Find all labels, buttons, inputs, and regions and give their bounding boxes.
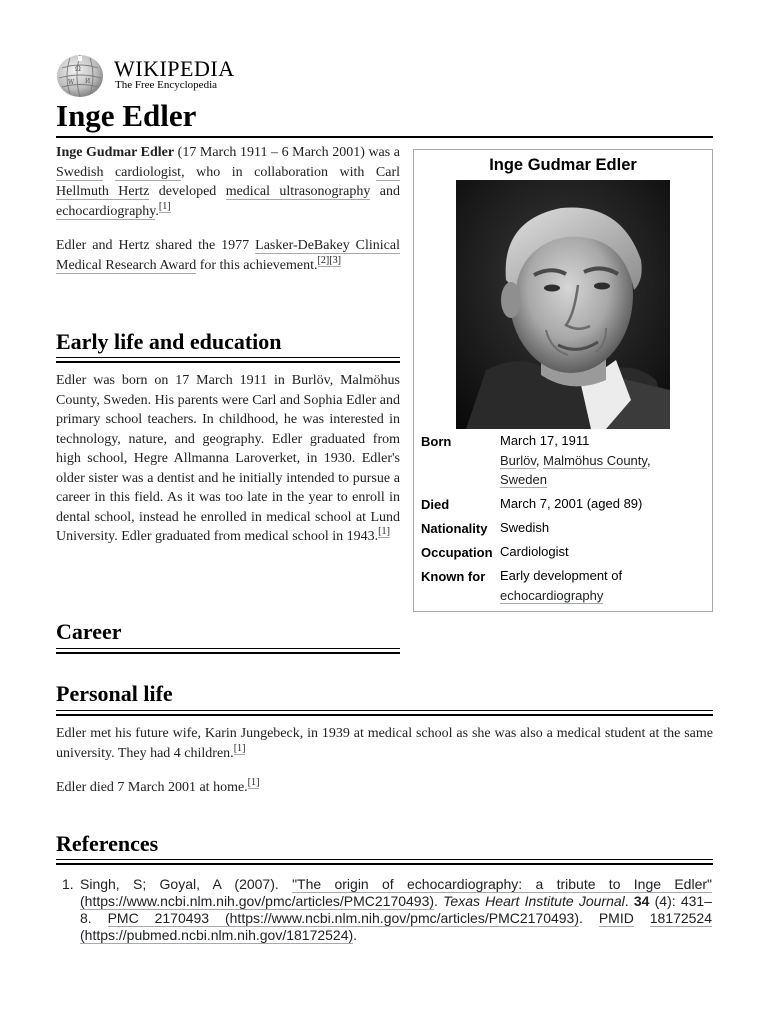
reference-journal: Texas Heart Institute Journal [443, 893, 625, 909]
award-paragraph [56, 236, 400, 275]
reference-punct [634, 910, 650, 926]
infobox-value-born [500, 431, 651, 490]
svg-text:И: И [85, 78, 91, 85]
link-malmohus-county[interactable]: Malmöhus County [543, 452, 647, 468]
infobox-value-nationality: Swedish [500, 520, 550, 535]
section-divider [56, 859, 713, 865]
citation-link[interactable]: [1] [378, 526, 390, 538]
infobox-value-occupation: Cardiologist [500, 544, 569, 559]
citation-link[interactable]: [1] [247, 777, 260, 789]
intro-text: (17 March 1911 – 6 March 2001) was a [174, 145, 400, 160]
early-life-text: Edler was born on 17 March 1911 in Burlöv, Malmöhus County, Sweden. His parents were Carl and Sophia Edler and primary school teachers. In childhood, he was interested in technology, nature, and geography. Edler graduated from high school, Hegre Allmanna Laroverket, in 1930. Edler's older sister was a dentist and he initially intended to pursue a career in this field. As it was too late in the year to enroll in dental school, instead he enrolled in medical school at Lund University. Edler graduated from medical school in 1943. [56, 373, 400, 544]
personal-life-paragraph [56, 724, 713, 763]
early-life-paragraph [56, 371, 400, 547]
intro-text: developed [149, 184, 226, 199]
wikipedia-logo[interactable] [56, 54, 256, 98]
reference-punct: . [353, 927, 358, 943]
section-heading-early-life: Early life and education [56, 329, 282, 354]
intro-text: , who in collaboration with [181, 164, 376, 180]
section-heading-career: Career [56, 619, 122, 644]
infobox-label-known-for: Known for [421, 569, 486, 584]
link-burlov[interactable]: Burlöv [500, 452, 536, 468]
link-medical-ultrasonography[interactable]: medical ultrasonography [225, 184, 371, 199]
reference-number: 1. [62, 876, 74, 892]
reference-pmc-link[interactable]: PMC 2170493 (https://www.ncbi.nlm.nih.gov/pmc/articles/PMC2170493) [107, 910, 580, 926]
logo-wordmark: WIKIPEDIA [114, 56, 235, 81]
reference-volume: 34 [633, 893, 650, 909]
title-divider [56, 136, 713, 138]
death-text: Edler died 7 March 2001 at home. [56, 780, 248, 795]
link-lasker-award[interactable]: Lasker-DeBakey Clinical Medical Research Award [56, 238, 401, 273]
section-divider [56, 357, 400, 363]
infobox-label-died: Died [421, 497, 450, 512]
known-for-text: Early development of [500, 568, 623, 583]
born-date: March 17, 1911 [500, 433, 590, 448]
portrait-photo[interactable] [456, 180, 670, 429]
reference-punct: . [624, 893, 634, 909]
subject-name: Inge Gudmar Edler [56, 145, 175, 160]
infobox-label-nationality: Nationality [421, 521, 488, 536]
link-echocardiography-infobox[interactable]: echocardiography [500, 587, 604, 603]
reference-authors: Singh, S; Goyal, A (2007). [80, 876, 293, 892]
award-text: Edler and Hertz shared the 1977 [56, 238, 256, 253]
reference-pmid-link[interactable]: 18172524 (https://pubmed.ncbi.nlm.nih.gov/18172524) [80, 910, 713, 943]
reference-issue-pages: (4): 431–8. [80, 893, 712, 926]
globe-puzzle-icon [56, 54, 104, 98]
infobox-label-occupation: Occupation [421, 545, 493, 560]
section-heading-personal-life: Personal life [56, 681, 173, 706]
link-sweden[interactable]: Sweden [500, 472, 547, 487]
svg-text:Ω: Ω [75, 65, 81, 73]
section-divider [56, 648, 400, 654]
intro-paragraph [56, 143, 400, 221]
intro-text: and [370, 184, 400, 199]
svg-text:W: W [68, 79, 75, 86]
infobox-value-known-for [500, 566, 622, 605]
born-comma: , [646, 452, 651, 468]
intro-text: . [155, 203, 159, 219]
award-text: for this achievement. [196, 257, 318, 273]
link-cardiologist[interactable]: cardiologist [114, 164, 182, 180]
citation-link[interactable]: [3] [329, 254, 342, 266]
infobox-title: Inge Gudmar Edler [489, 156, 637, 174]
link-carl-hellmuth-hertz[interactable]: Carl Hellmuth Hertz [56, 164, 400, 199]
reference-punct: . [579, 910, 599, 926]
personal-life-text: Edler met his future wife, Karin Jungebeck, in 1939 at medical school as she was also a medical student at the same university. They had 4 children. [56, 726, 713, 761]
citation-link[interactable]: [1] [158, 200, 171, 212]
born-place [500, 451, 651, 471]
death-paragraph [56, 778, 713, 798]
born-separator: , [535, 452, 544, 468]
link-echocardiography[interactable]: echocardiography [56, 203, 156, 219]
logo-tagline: The Free Encyclopedia [115, 79, 218, 91]
intro-space [103, 165, 115, 180]
section-divider [56, 710, 713, 716]
page-title: Inge Edler [56, 98, 197, 133]
infobox-value-died: March 7, 2001 (aged 89) [500, 496, 643, 511]
citation-link[interactable]: [2] [317, 254, 330, 266]
link-swedish[interactable]: Swedish [56, 164, 104, 180]
reference-item [80, 876, 712, 944]
reference-punct: . [434, 893, 444, 909]
reference-pmid-label[interactable]: PMID [598, 910, 634, 926]
infobox-label-born: Born [421, 434, 452, 449]
section-heading-references: References [56, 831, 159, 856]
reference-title-link[interactable]: "The origin of echocardiography: a tribute to Inge Edler" (https://www.ncbi.nlm.nih.gov/pmc/articles/PMC2170493) [80, 876, 712, 909]
citation-link[interactable]: [1] [233, 742, 246, 754]
infobox [413, 149, 713, 612]
